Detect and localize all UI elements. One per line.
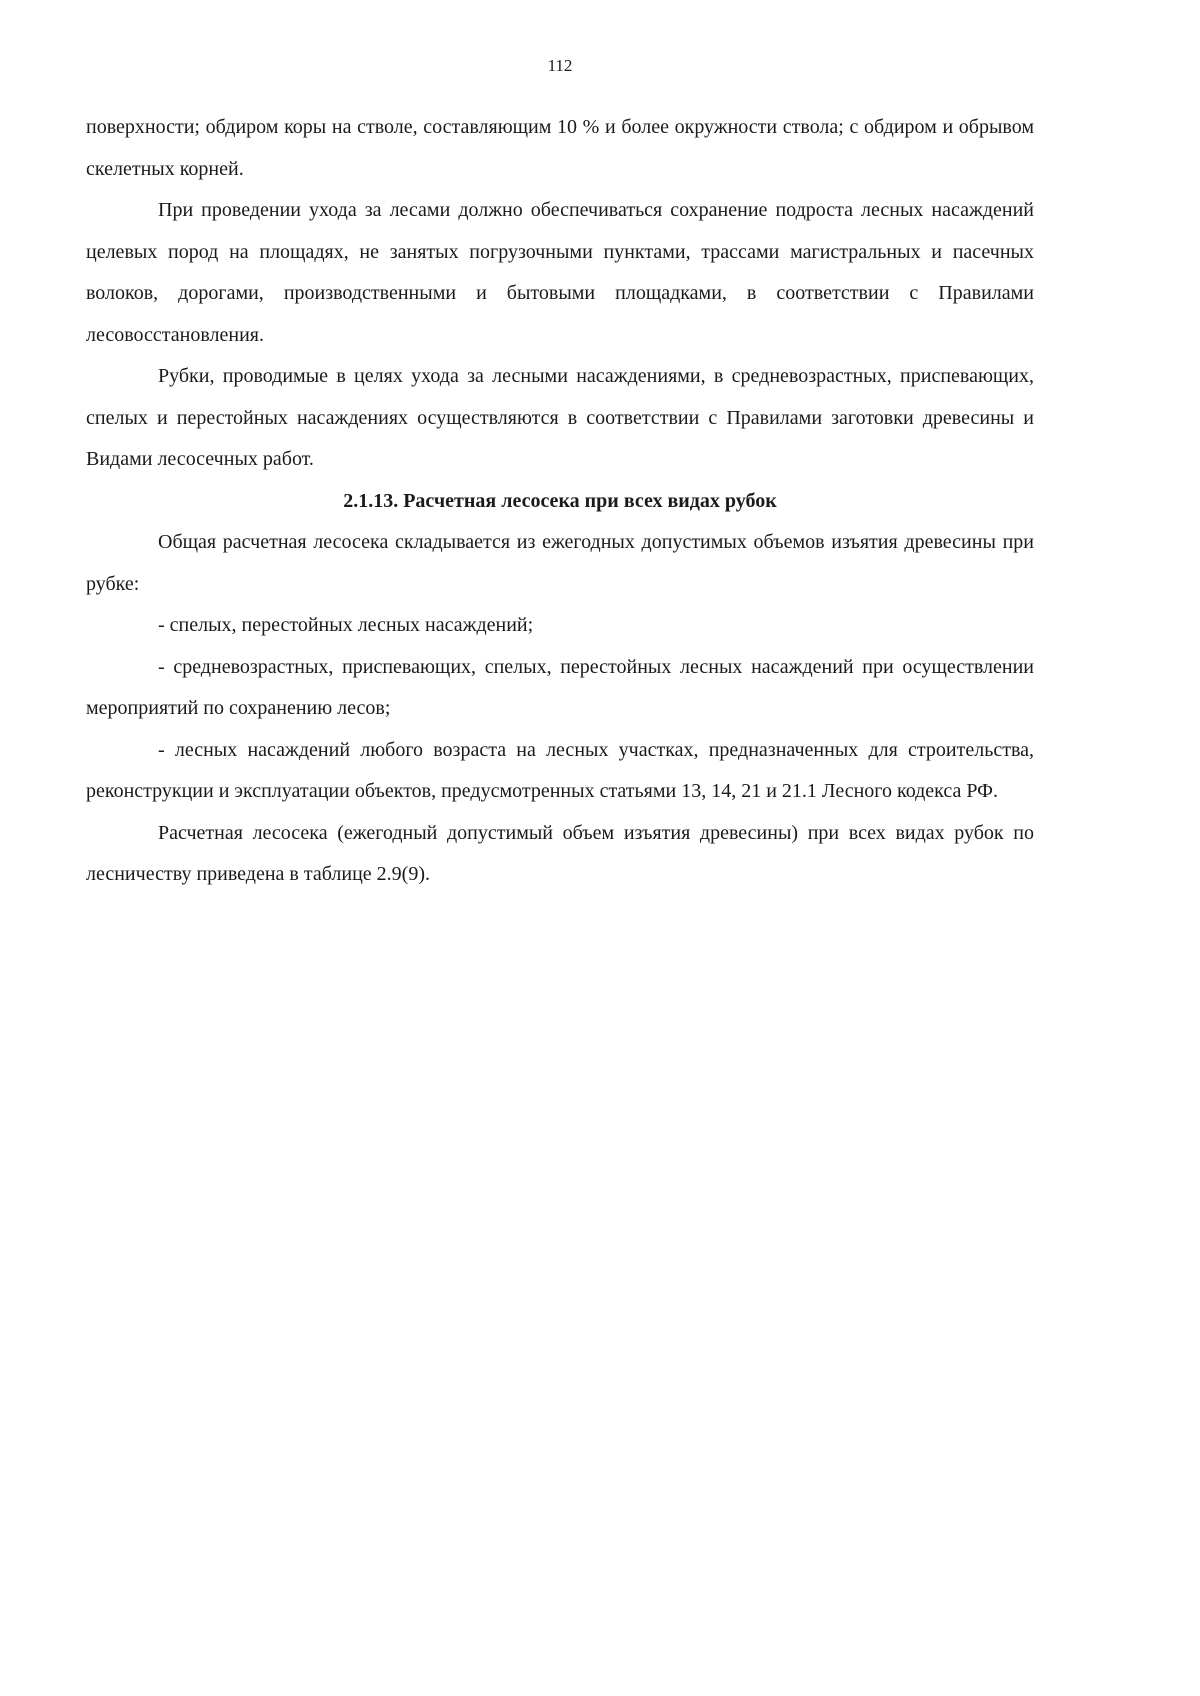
paragraph-table-reference: Расчетная лесосека (ежегодный допустимый объем изъятия древесины) при всех видах рубок по лесничеству приведена в таблице 2.9(9). [86,821,1034,885]
page-content [86,107,1034,896]
list-item-mature-stands: - спелых, перестойных лесных насаждений; [158,614,534,636]
paragraph-surface-damage: поверхности; обдиром коры на стволе, составляющим 10 % и более окружности ствола; с обдиром и обрывом скелетных корней. [86,116,1034,180]
page-number: 112 [547,56,573,75]
list-item-middle-aged-stands: - средневозрастных, приспевающих, спелых, перестойных лесных насаждений при осуществлении мероприятий по сохранению лесов; [86,655,1034,719]
paragraph-total-allowable-cut: Общая расчетная лесосека складывается из ежегодных допустимых объемов изъятия древесины при рубке: [86,531,1034,595]
section-heading: 2.1.13. Расчетная лесосека при всех видах рубок [343,489,777,512]
paragraph-undergrowth-preservation: При проведении ухода за лесами должно обеспечиваться сохранение подроста лесных насаждений целевых пород на площадях, не занятых погрузочными пунктами, трассами магистральных и пасечных волоков, дорогами, производственными и бытовыми площадками, в соответствии с Правилами лесовосстановления. [86,199,1034,346]
list-item-any-age-stands: - лесных насаждений любого возраста на лесных участках, предназначенных для строительства, реконструкции и эксплуатации объектов, предусмотренных статьями 13, 14, 21 и 21.1 Лесного кодекса РФ. [86,738,1034,802]
paragraph-care-fellings: Рубки, проводимые в целях ухода за лесными насаждениями, в средневозрастных, приспевающих, спелых и перестойных насаждениях осуществляются в соответствии с Правилами заготовки древесины и Видами лесосечных работ. [86,365,1034,470]
